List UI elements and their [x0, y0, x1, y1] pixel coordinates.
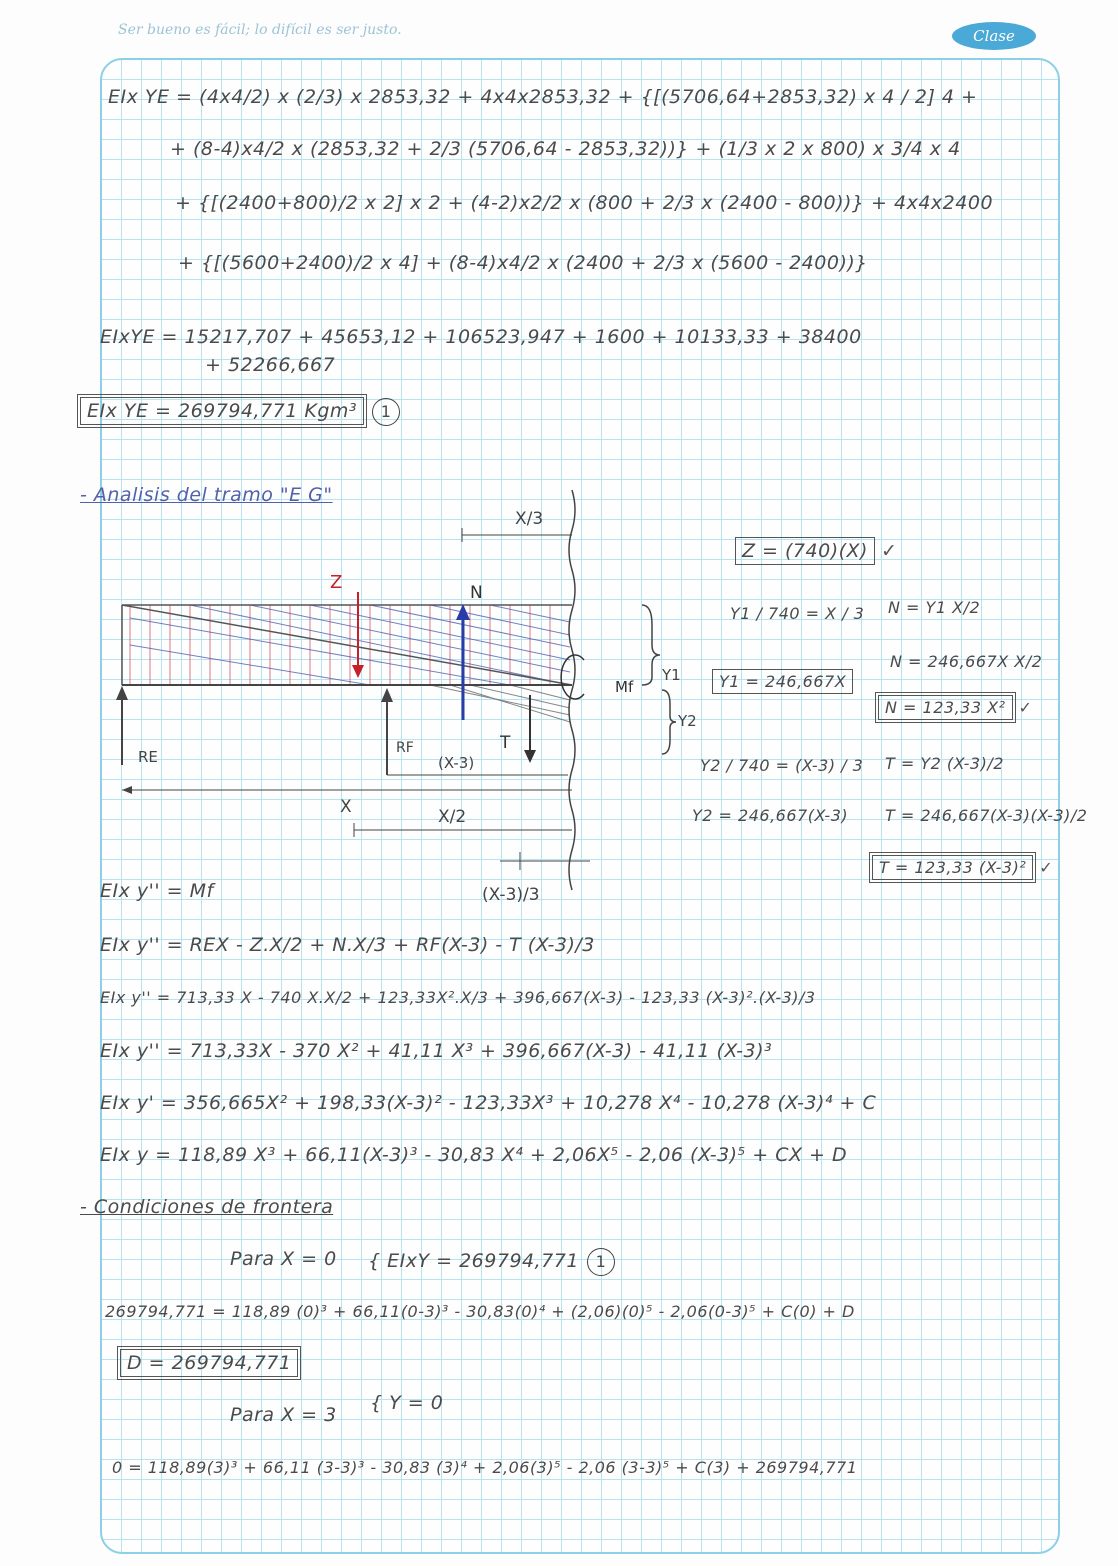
- side-y1: Y1 = 246,667X: [712, 672, 853, 691]
- z-label: Z: [330, 572, 343, 593]
- eq1-line3: + {[(2400+800)/2 x 2] x 2 + (4-2)x2/2 x (800 + 2/3 x (2400 - 800))} + 4x4x2400: [175, 192, 994, 214]
- beam-diagram: [90, 480, 710, 910]
- eq2-line2: + 52266,667: [205, 354, 336, 376]
- t-label: T: [500, 733, 511, 753]
- side-n3: N = 123,33 X² ✓: [878, 698, 1032, 717]
- rf-arrowhead: [381, 688, 393, 702]
- moment-eq3: EIx y'' = 713,33X - 370 X² + 41,11 X³ + 396,667(X-3) - 41,11 (X-3)³: [100, 1040, 773, 1062]
- side-t1: T = Y2 (X-3)/2: [885, 754, 1004, 773]
- eq1-line2: + (8-4)x4/2 x (2853,32 + 2/3 (5706,64 - 2853,32))} + (1/3 x 2 x 800) x 3/4 x 4: [170, 138, 961, 160]
- x-third-label: X/3: [515, 509, 544, 529]
- equation-tag: 1: [587, 1248, 615, 1276]
- bc2-substitution: 0 = 118,89(3)³ + 66,11 (3-3)³ - 30,83 (3)⁴ + 2,06(3)⁵ - 2,06 (3-3)⁵ + C(3) + 269794,771: [112, 1458, 858, 1477]
- t-arrowhead: [524, 750, 536, 763]
- re-arrowhead: [116, 686, 128, 700]
- n-label: N: [470, 583, 483, 603]
- result-1-box: EIx YE = 269794,771 Kgm³: [80, 397, 364, 425]
- mf-arc: [561, 655, 584, 699]
- header-motto: Ser bueno es fácil; lo difícil es ser justo.: [118, 22, 402, 38]
- side-t3: T = 123,33 (X-3)² ✓: [872, 858, 1053, 877]
- side-y2: Y2 = 246,667(X-3): [692, 806, 849, 825]
- equation-tag: 1: [372, 398, 400, 426]
- check-icon: ✓: [880, 540, 898, 562]
- check-icon: ✓: [1018, 698, 1033, 717]
- moment-eq1: EIx y'' = REX - Z.X/2 + N.X/3 + RF(X-3) - T (X-3)/3: [100, 934, 595, 956]
- eq2-line1: EIxYE = 15217,707 + 45653,12 + 106523,947 + 1600 + 10133,33 + 38400: [100, 326, 862, 348]
- bc1-condition: Para X = 0: [230, 1248, 337, 1270]
- x-half-label: X/2: [438, 807, 467, 827]
- bc2-equation: { Y = 0: [370, 1392, 444, 1414]
- side-y1-ratio: Y1 / 740 = X / 3: [730, 604, 865, 623]
- d-result: D = 269794,771: [120, 1352, 298, 1374]
- n-arrowhead: [456, 604, 470, 620]
- z-arrowhead: [352, 665, 364, 678]
- load-hatch-grey: [430, 685, 570, 722]
- rf-label: RF: [396, 740, 414, 756]
- x-dim-arrowhead: [122, 786, 132, 794]
- check-icon: ✓: [1039, 858, 1054, 877]
- mf-label: Mf: [615, 678, 634, 696]
- y2-brace: [662, 690, 676, 754]
- section-title-tramo: - Analisis del tramo "E G": [80, 484, 333, 506]
- eq1-line1: EIx YE = (4x4/2) x (2/3) x 2853,32 + 4x4x2853,32 + {[(5706,64+2853,32) x 4 / 2] 4 +: [108, 86, 978, 108]
- moment-eq2: EIx y'' = 713,33 X - 740 X.X/2 + 123,33X².X/3 + 396,667(X-3) - 123,33 (X-3)².(X-3)/3: [100, 988, 816, 1007]
- moment-eq0: EIx y'' = Mf: [100, 880, 214, 902]
- brand-logo: Clase: [952, 22, 1036, 50]
- moment-eq4: EIx y' = 356,665X² + 198,33(X-3)² - 123,33X³ + 10,278 X⁴ - 10,278 (X-3)⁴ + C: [100, 1092, 877, 1114]
- boundary-title: - Condiciones de frontera: [80, 1196, 334, 1218]
- side-y2-ratio: Y2 / 740 = (X-3) / 3: [700, 756, 864, 775]
- side-t2: T = 246,667(X-3)(X-3)/2: [885, 806, 1088, 825]
- re-label: RE: [138, 748, 158, 766]
- y2-label: Y2: [678, 712, 697, 730]
- xm3-third-label: (X-3)/3: [482, 885, 540, 905]
- bc1-equation: { EIxY = 269794,771 1: [368, 1248, 615, 1276]
- result-1: [80, 398, 400, 426]
- side-z: Z = (740)(X) ✓: [735, 540, 897, 562]
- y1-brace: [642, 605, 660, 685]
- moment-eq5: EIx y = 118,89 X³ + 66,11(X-3)³ - 30,83 X⁴ + 2,06X⁵ - 2,06 (X-3)⁵ + CX + D: [100, 1144, 848, 1166]
- eq1-line4: + {[(5600+2400)/2 x 4] + (8-4)x4/2 x (2400 + 2/3 x (5600 - 2400))}: [178, 252, 868, 274]
- bc2-condition: Para X = 3: [230, 1404, 337, 1426]
- x-label: X: [340, 797, 352, 817]
- side-n1: N = Y1 X/2: [888, 598, 981, 617]
- side-n2: N = 246,667X X/2: [890, 652, 1043, 671]
- y1-label: Y1: [662, 666, 681, 684]
- bc1-substitution: 269794,771 = 118,89 (0)³ + 66,11(0-3)³ - 30,83(0)⁴ + (2,06)(0)⁵ - 2,06(0-3)⁵ + C(0) + D: [105, 1302, 855, 1321]
- xm3-label: (X-3): [438, 754, 475, 772]
